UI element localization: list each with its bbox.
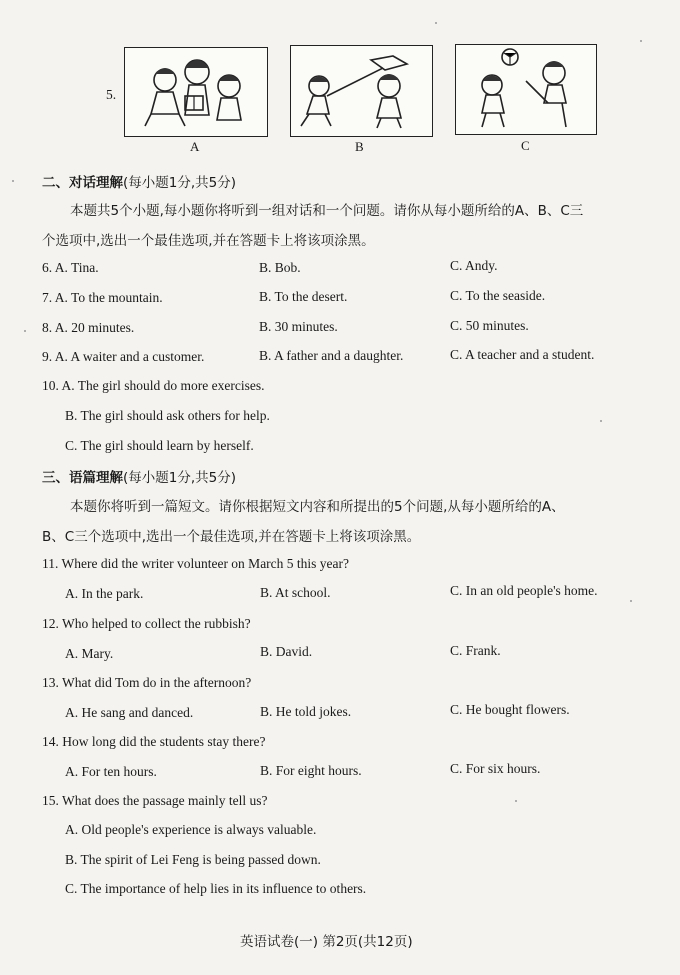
q15-option-c: C. The importance of help lies in its influence to others. [65,881,367,896]
q6-option-c: C. Andy. [450,258,498,273]
section3-intro-line2: B、C三个选项中,选出一个最佳选项,并在答题卡上将该项涂黑。 [42,529,421,545]
children-with-gift-picture [125,48,267,136]
section3-intro-line1: 本题你将听到一篇短文。请你根据短文内容和所提出的5个问题,从每小题所给的A、 [70,499,565,515]
q8-option-b: B. 30 minutes. [259,319,338,334]
q9-option-c: C. A teacher and a student. [450,347,595,362]
scan-speck [12,180,14,182]
q15-option-b: B. The spirit of Lei Feng is being passed down. [65,852,321,867]
scan-speck [24,330,26,332]
q6-option-a: 6. A. Tina. [42,260,99,275]
scan-speck [630,600,632,602]
q15-option-a: A. Old people's experience is always valuable. [65,822,317,837]
q11-option-a: A. In the park. [65,586,144,601]
q13-option-c: C. He bought flowers. [450,702,570,717]
picture-a [124,47,268,137]
section3-note: (每小题1分,共5分) [123,470,237,486]
q7-option-b: B. To the desert. [259,289,348,304]
section2-heading [42,171,236,191]
q8-option-c: C. 50 minutes. [450,318,529,333]
picture-b [290,45,433,137]
section3-heading [42,466,236,486]
q5-number: 5. [106,87,117,102]
page-footer: 英语试卷(一) 第2页(共12页) [240,934,413,950]
q9-option-a: 9. A. A waiter and a customer. [42,349,205,364]
q8-option-a: 8. A. 20 minutes. [42,320,135,335]
picture-c [455,44,597,135]
q14-question: 14. How long did the students stay there? [42,734,266,749]
section2-title: 二、对话理解 [42,175,123,191]
section2-note: (每小题1分,共5分) [123,175,237,191]
scan-speck [640,40,642,42]
q9-option-b: B. A father and a daughter. [259,348,404,363]
q12-option-c: C. Frank. [450,643,501,658]
q10-option-c: C. The girl should learn by herself. [65,438,254,453]
q14-option-b: B. For eight hours. [260,763,362,778]
q10-option-b: B. The girl should ask others for help. [65,408,270,423]
section2-intro-line1: 本题共5个小题,每小题你将听到一组对话和一个问题。请你从每小题所给的A、B、C三 [70,203,584,219]
section2-intro-line2: 个选项中,选出一个最佳选项,并在答题卡上将该项涂黑。 [42,233,375,249]
q7-option-c: C. To the seaside. [450,288,546,303]
q12-question: 12. Who helped to collect the rubbish? [42,616,251,631]
section3-title: 三、语篇理解 [42,470,123,486]
scan-speck [600,420,602,422]
q11-question: 11. Where did the writer volunteer on March 5 this year? [42,556,350,571]
picture-c-label: C [521,138,530,153]
q6-option-b: B. Bob. [259,260,301,275]
q12-option-a: A. Mary. [65,646,114,661]
q11-option-b: B. At school. [260,585,331,600]
kids-flying-kite-picture [291,46,432,136]
scan-speck [515,800,517,802]
q13-question: 13. What did Tom do in the afternoon? [42,675,252,690]
q13-option-b: B. He told jokes. [260,704,352,719]
q14-option-c: C. For six hours. [450,761,541,776]
q7-option-a: 7. A. To the mountain. [42,290,163,305]
q13-option-a: A. He sang and danced. [65,705,194,720]
picture-b-label: B [355,139,364,154]
kids-playing-football-picture [456,45,596,134]
q14-option-a: A. For ten hours. [65,764,157,779]
scan-speck [435,22,437,24]
picture-a-label: A [190,139,200,154]
q12-option-b: B. David. [260,644,313,659]
q11-option-c: C. In an old people's home. [450,583,598,598]
q10-option-a: 10. A. The girl should do more exercises. [42,378,265,393]
q15-question: 15. What does the passage mainly tell us? [42,793,268,808]
